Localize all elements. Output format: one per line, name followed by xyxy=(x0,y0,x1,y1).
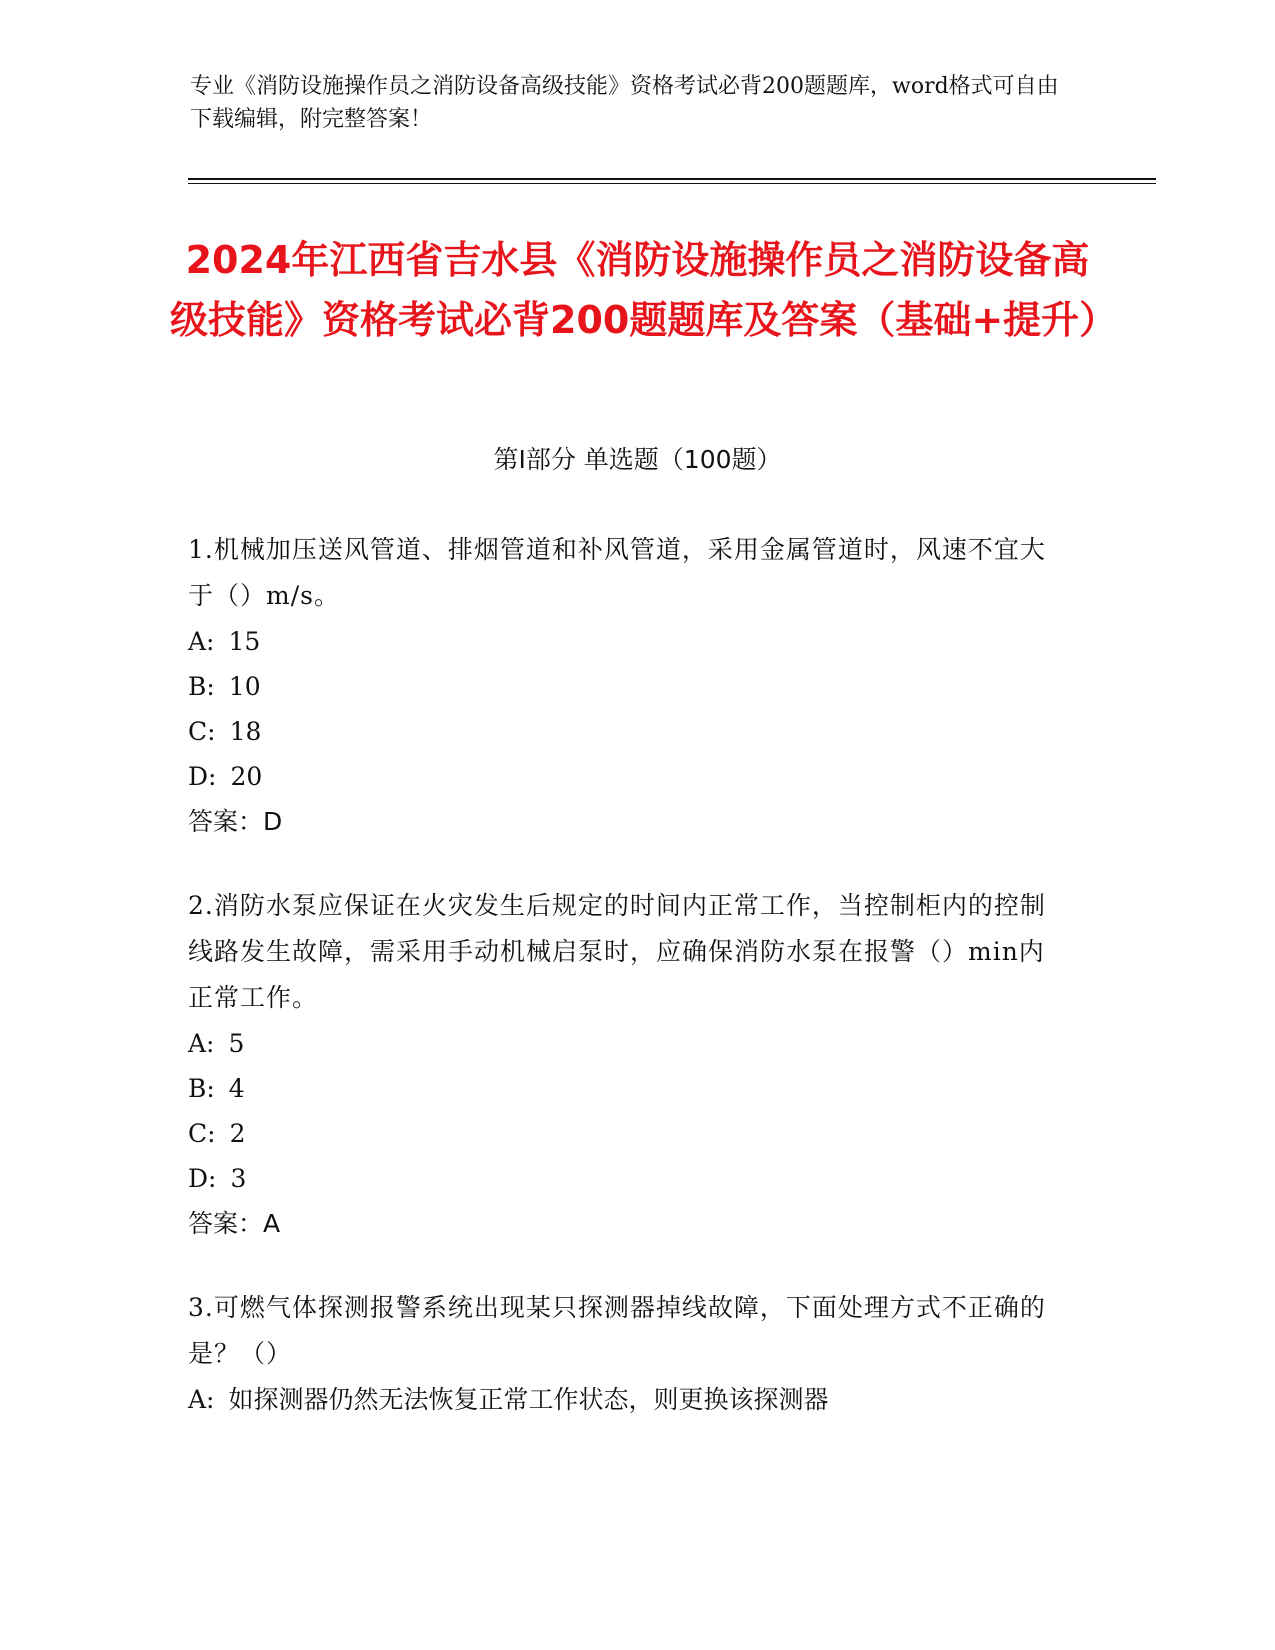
option-letter: C: xyxy=(188,1119,216,1148)
option-letter: C: xyxy=(188,717,216,746)
option-letter: B: xyxy=(188,672,215,701)
question-stem: 1.机械加压送风管道、排烟管道和补风管道，采用金属管道时，风速不宜大于（）m/s。 xyxy=(188,535,1046,610)
question-stem: 2.消防水泵应保证在火灾发生后规定的时间内正常工作，当控制柜内的控制线路发生故障，需采用手动机械启泵时，应确保消防水泵在报警（）min内正常工作。 xyxy=(188,891,1046,1012)
option-text: 5 xyxy=(228,1029,245,1058)
question-stem: 3.可燃气体探测报警系统出现某只探测器掉线故障，下面处理方式不正确的是？（） xyxy=(188,1293,1046,1368)
option-letter: A: xyxy=(188,1385,215,1414)
option-text: 18 xyxy=(229,717,262,746)
option-letter: D: xyxy=(188,1164,217,1193)
option-text: 15 xyxy=(228,627,261,656)
option-c xyxy=(188,1111,1068,1156)
option-c xyxy=(188,709,1068,754)
question-3 xyxy=(188,1285,1068,1422)
answer-label: 答案： xyxy=(188,807,264,836)
header-divider xyxy=(188,178,1156,180)
option-b xyxy=(188,1066,1068,1111)
option-text: 4 xyxy=(228,1074,245,1103)
section-title: 第I部分 单选题（100题） xyxy=(493,445,782,474)
document-title: 2024年江西省吉水县《消防设施操作员之消防设备高级技能》资格考试必背200题题库及答案（基础+提升） xyxy=(170,238,1118,342)
header-divider-thin xyxy=(188,183,1156,184)
option-text: 20 xyxy=(230,762,263,791)
option-d xyxy=(188,1156,1068,1201)
option-text: 10 xyxy=(228,672,261,701)
option-letter: B: xyxy=(188,1074,215,1103)
option-a xyxy=(188,1021,1068,1066)
answer-value: A xyxy=(263,1209,281,1238)
option-b xyxy=(188,664,1068,709)
option-text: 如探测器仍然无法恢复正常工作状态，则更换该探测器 xyxy=(228,1385,829,1414)
question-1 xyxy=(188,527,1068,845)
option-letter: D: xyxy=(188,762,217,791)
option-text: 2 xyxy=(229,1119,246,1148)
option-letter: A: xyxy=(188,627,215,656)
option-a xyxy=(188,1377,1068,1422)
question-2 xyxy=(188,883,1068,1247)
option-a xyxy=(188,619,1068,664)
answer-line xyxy=(188,1201,1068,1247)
answer-value: D xyxy=(263,807,283,836)
header-note: 专业《消防设施操作员之消防设备高级技能》资格考试必背200题题库，word格式可自由下载编辑，附完整答案！ xyxy=(190,74,1059,132)
option-d xyxy=(188,754,1068,799)
question-list xyxy=(188,527,1068,1460)
option-letter: A: xyxy=(188,1029,215,1058)
answer-label: 答案： xyxy=(188,1209,264,1238)
answer-line xyxy=(188,799,1068,845)
option-text: 3 xyxy=(230,1164,247,1193)
